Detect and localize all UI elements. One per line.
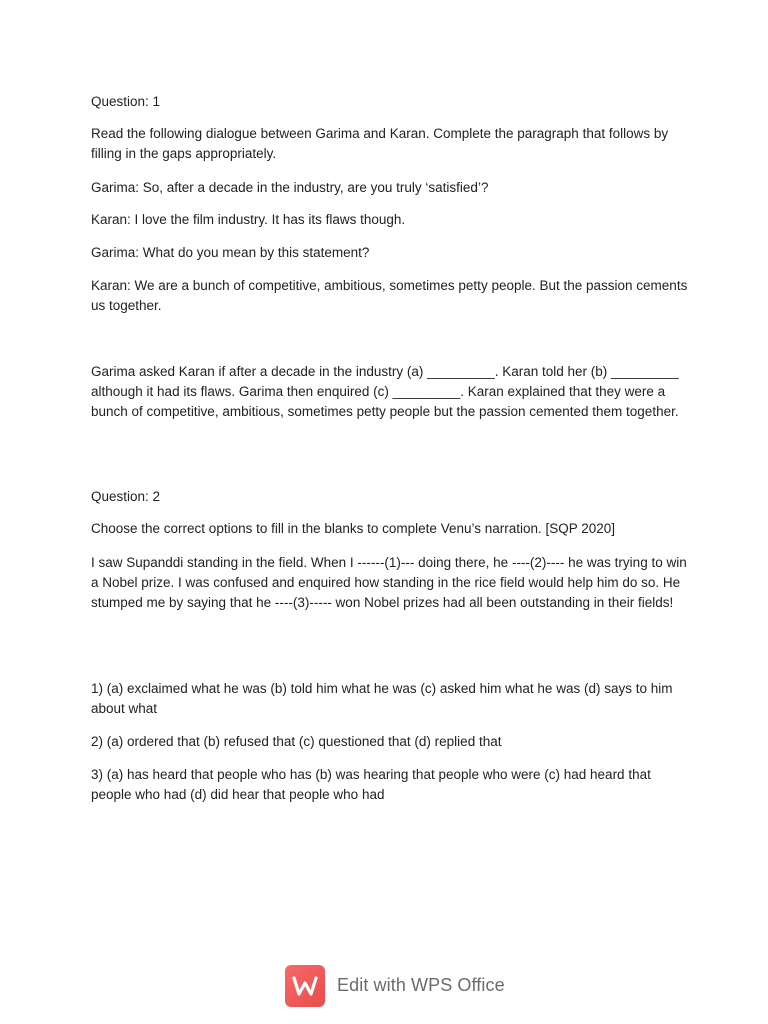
dialogue-line: Garima: So, after a decade in the industry, are you truly ‘satisfied’?: [91, 180, 489, 195]
question-2-instruction: Choose the correct options to fill in the blanks to complete Venu’s narration. [SQP 2020]: [91, 521, 616, 536]
question-1-paragraph: Garima asked Karan if after a decade in the industry (a) _________. Karan told her (b) _________ although it had its flaws. Garima then enquired (c) _________. Karan explained that they were a bunch of competitive, ambitious, sometimes petty people but the passion cemented them together.: [91, 364, 679, 419]
edit-with-wps-link[interactable]: Edit with WPS Office: [337, 975, 505, 995]
question-1-instruction: Read the following dialogue between Garima and Karan. Complete the paragraph that follows by filling in the gaps appropriately.: [91, 126, 669, 161]
question-2-passage: I saw Supanddi standing in the field. When I ------(1)--- doing there, he ----(2)---- he was trying to win a Nobel prize. I was confused and enquired how standing in the rice field would help him do so. He stumped me by saying that he ----(3)----- won Nobel prizes had all been outstanding in their fields!: [91, 555, 687, 610]
question-2-heading: Question: 2: [91, 489, 161, 504]
option-item: 3) (a) has heard that people who has (b) was hearing that people who were (c) had heard that people who had (d) did hear that people who had: [91, 767, 651, 802]
wps-office-logo-icon[interactable]: [285, 965, 325, 1007]
dialogue-line: Karan: We are a bunch of competitive, ambitious, sometimes petty people. But the passion cements us together.: [91, 278, 688, 313]
option-item: 1) (a) exclaimed what he was (b) told him what he was (c) asked him what he was (d) says to him about what: [91, 681, 673, 716]
dialogue-line: Garima: What do you mean by this statement?: [91, 245, 370, 260]
option-item: 2) (a) ordered that (b) refused that (c) questioned that (d) replied that: [91, 734, 502, 749]
dialogue-line: Karan: I love the film industry. It has its flaws though.: [91, 212, 406, 227]
wps-w-glyph-icon: [292, 975, 318, 997]
question-1-heading: Question: 1: [91, 94, 161, 109]
